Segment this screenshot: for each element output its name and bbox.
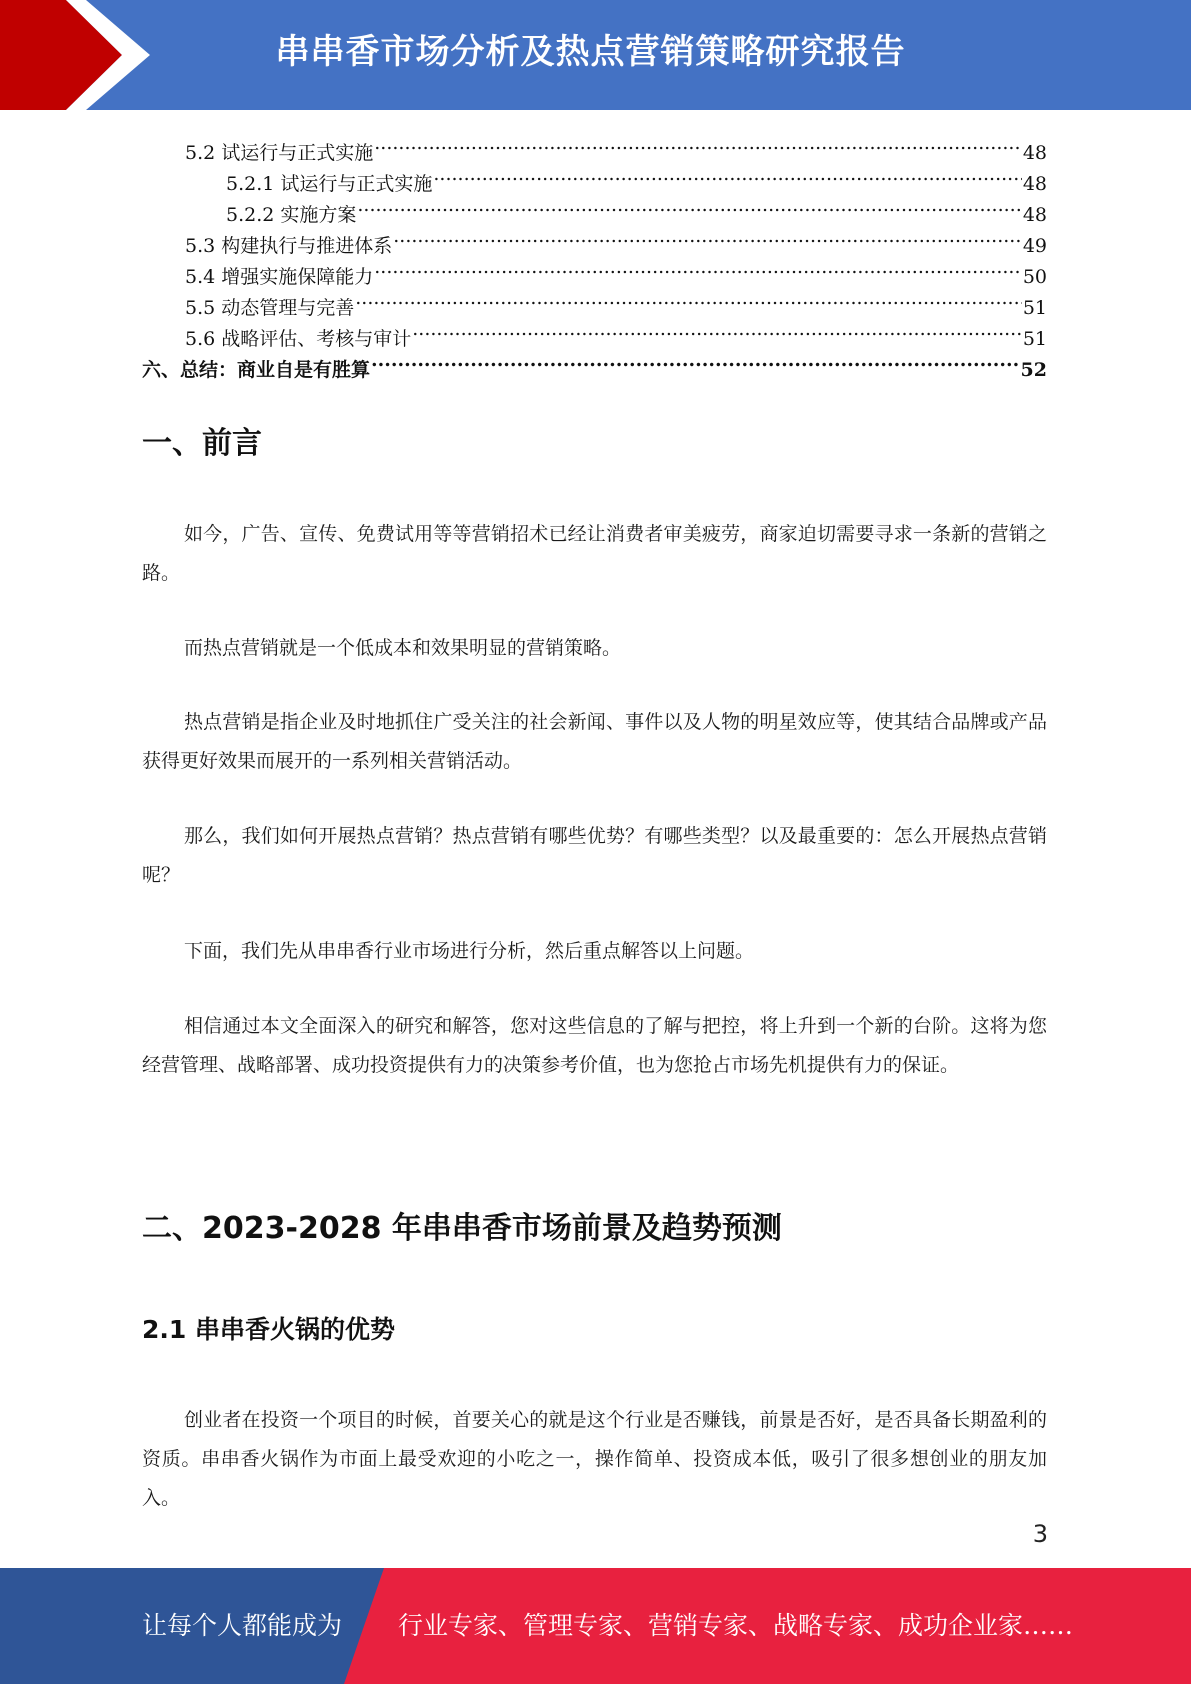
toc-entry-label: 5.5 动态管理与完善 [185,297,355,319]
header-arrow-icon [0,0,160,110]
toc-entry-label: 5.2.2 实施方案 [226,204,357,226]
toc-entry-page: 50 [1022,266,1047,288]
section-heading-preface: 一、前言 [142,426,262,461]
table-of-contents [142,128,1047,381]
toc-leader-dots [357,190,1021,221]
toc-entry-page: 52 [1020,359,1047,381]
paragraph: 热点营销是指企业及时地抓住广受关注的社会新闻、事件以及人物的明星效应等，使其结合品牌或产品获得更好效果而展开的一系列相关营销活动。 [142,711,1047,772]
footer-banner [0,1568,1191,1684]
toc-entry-label: 5.2.1 试运行与正式实施 [226,173,433,195]
toc-leader-dots [355,283,1022,314]
toc-leader-dots [371,345,1020,376]
paragraph: 相信通过本文全面深入的研究和解答，您对这些信息的了解与把控，将上升到一个新的台阶。这将为您经营管理、战略部署、成功投资提供有力的决策参考价值，也为您抢占市场先机提供有力的保证。 [142,1015,1047,1076]
toc-entry-label: 5.6 战略评估、考核与审计 [185,328,412,350]
toc-leader-dots [433,159,1021,190]
toc-entry[interactable] [142,128,1047,164]
section-heading-forecast: 二、2023-2028 年串串香市场前景及趋势预测 [142,1211,782,1246]
footer-slogan-left: 让每个人都能成为 [142,1611,343,1640]
toc-entry-page: 51 [1022,328,1047,350]
toc-leader-dots [374,128,1022,159]
toc-leader-dots [412,314,1022,345]
report-title: 串串香市场分析及热点营销策略研究报告 [275,32,906,72]
footer-slogan-right: 行业专家、管理专家、营销专家、战略专家、成功企业家…… [398,1611,1074,1640]
toc-entry-page: 49 [1022,235,1047,257]
toc-entry-page: 48 [1022,173,1047,195]
toc-leader-dots [374,252,1022,283]
paragraph: 如今，广告、宣传、免费试用等等营销招术已经让消费者审美疲劳，商家迫切需要寻求一条新的营销之路。 [142,523,1047,584]
paragraph: 下面，我们先从串串香行业市场进行分析，然后重点解答以上问题。 [184,940,755,962]
toc-entry-page: 51 [1022,297,1047,319]
toc-leader-dots [393,221,1022,252]
toc-entry-page: 48 [1022,204,1047,226]
header-banner [0,0,1191,110]
toc-entry-label: 5.3 构建执行与推进体系 [185,235,393,257]
toc-entry-page: 48 [1022,142,1047,164]
paragraph: 创业者在投资一个项目的时候，首要关心的就是这个行业是否赚钱，前景是否好，是否具备长期盈利的资质。串串香火锅作为市面上最受欢迎的小吃之一，操作简单、投资成本低，吸引了很多想创业的朋友加入。 [142,1409,1047,1509]
page-number: 3 [1032,1520,1048,1548]
toc-entry-label: 六、总结：商业自是有胜算 [142,359,371,381]
paragraph: 那么，我们如何开展热点营销？热点营销有哪些优势？有哪些类型？以及最重要的：怎么开展热点营销呢？ [142,825,1047,886]
subsection-heading-advantages: 2.1 串串香火锅的优势 [142,1315,395,1344]
toc-entry-label: 5.2 试运行与正式实施 [185,142,374,164]
toc-entry-label: 5.4 增强实施保障能力 [185,266,374,288]
paragraph: 而热点营销就是一个低成本和效果明显的营销策略。 [184,637,622,659]
